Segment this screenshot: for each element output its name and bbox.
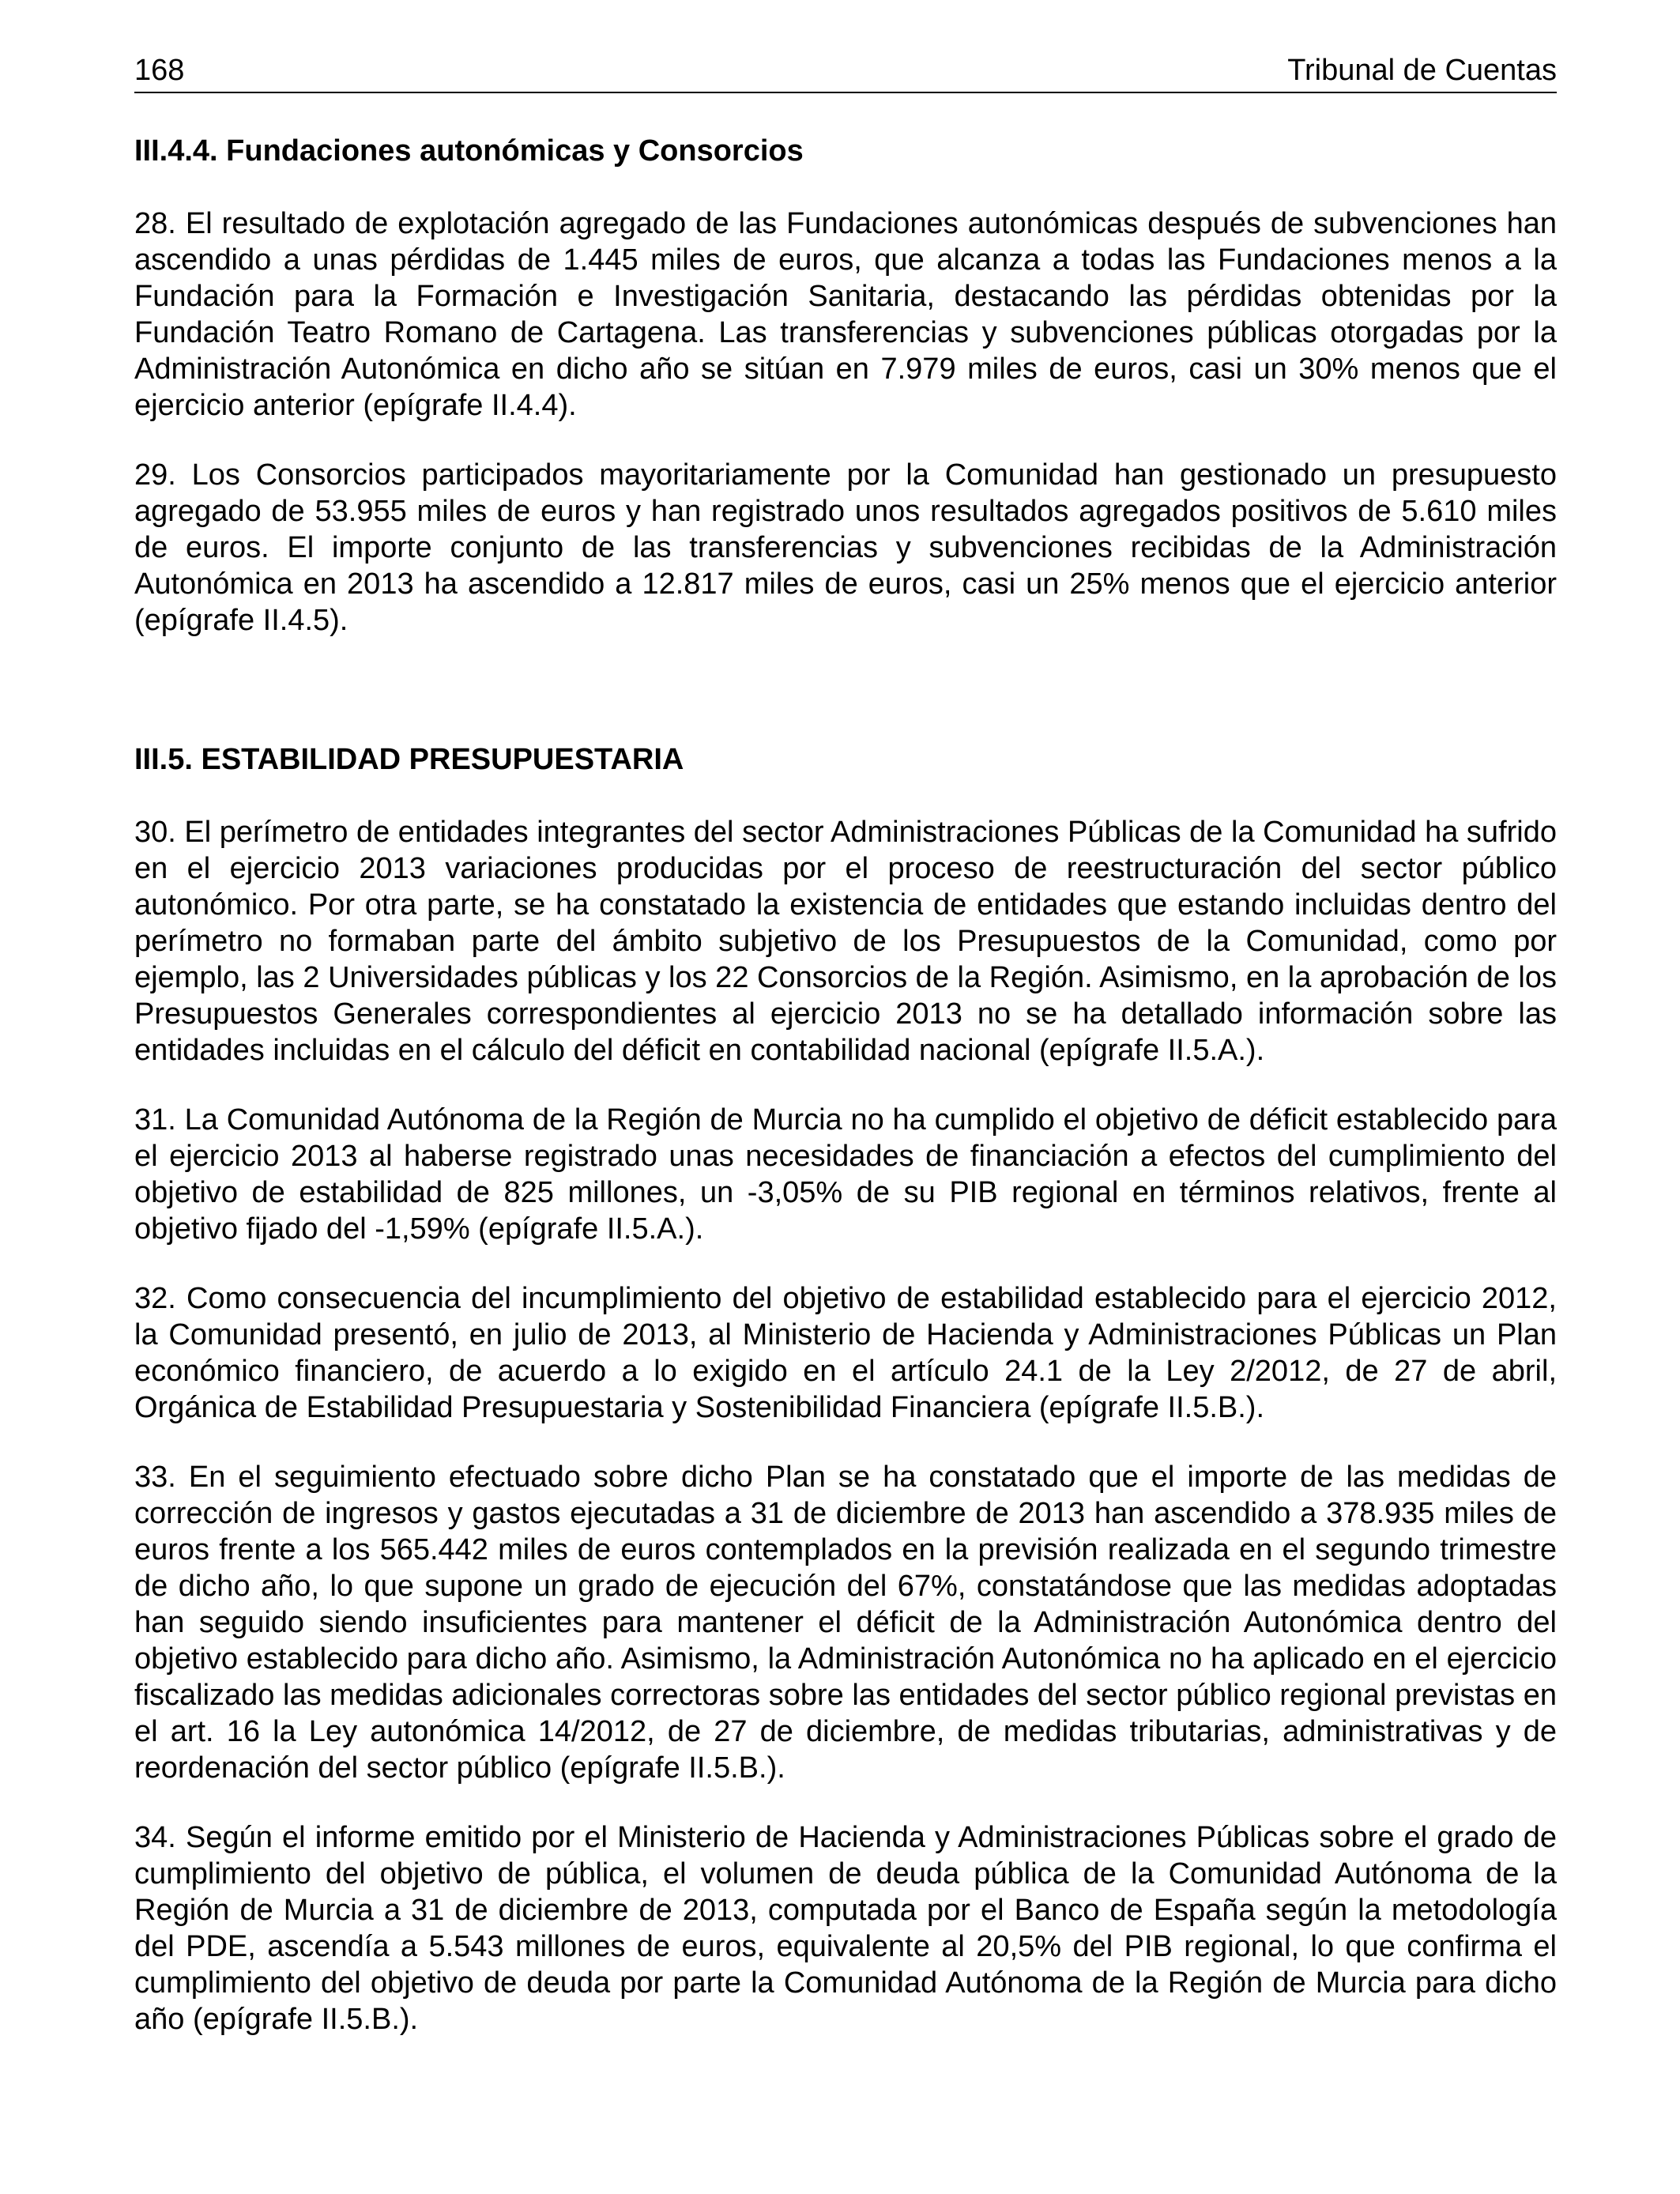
section-heading-fundaciones: III.4.4. Fundaciones autonómicas y Consorcios <box>134 134 804 168</box>
document-body <box>134 133 1557 2038</box>
section-heading-estabilidad: III.5. ESTABILIDAD PRESUPUESTARIA <box>134 743 684 776</box>
paragraph-29: 29. Los Consorcios participados mayoritariamente por la Comunidad han gestionado un presupuesto agregado de 53.955 miles de euros y han registrado unos resultados agregados positivos de 5.610 miles de euros. El importe conjunto de las transferencias y subvenciones recibidas de la Administración Autonómica en 2013 ha ascendido a 12.817 miles de euros, casi un 25% menos que el ejercicio anterior (epígrafe II.4.5). <box>134 458 1557 637</box>
publisher-name: Tribunal de Cuentas <box>1287 54 1557 87</box>
paragraph-31: 31. La Comunidad Autónoma de la Región de Murcia no ha cumplido el objetivo de déficit establecido para el ejercicio 2013 al haberse registrado unas necesidades de financiación a efectos del cumplimiento del objetivo de estabilidad de 825 millones, un -3,05% de su PIB regional en términos relativos, frente al objetivo fijado del -1,59% (epígrafe II.5.A.). <box>134 1103 1557 1246</box>
paragraph-33: 33. En el seguimiento efectuado sobre dicho Plan se ha constatado que el importe de las medidas de corrección de ingresos y gastos ejecutadas a 31 de diciembre de 2013 han ascendido a 378.935 miles de euros frente a los 565.442 miles de euros contemplados en la previsión realizada en el segundo trimestre de dicho año, lo que supone un grado de ejecución del 67%, constatándose que las medidas adoptadas han seguido siendo insuficientes para mantener el déficit de la Administración Autonómica dentro del objetivo establecido para dicho año. Asimismo, la Administración Autonómica no ha aplicado en el ejercicio fiscalizado las medidas adicionales correctoras sobre las entidades del sector público regional previstas en el art. 16 la Ley autonómica 14/2012, de 27 de diciembre, de medidas tributarias, administrativas y de reordenación del sector público (epígrafe II.5.B.). <box>134 1461 1557 1785</box>
paragraph-30: 30. El perímetro de entidades integrantes del sector Administraciones Públicas de la Comunidad ha sufrido en el ejercicio 2013 variaciones producidas por el proceso de reestructuración del sector público autonómico. Por otra parte, se ha constatado la existencia de entidades que estando incluidas dentro del perímetro no formaban parte del ámbito subjetivo de los Presupuestos de la Comunidad, como por ejemplo, las 2 Universidades públicas y los 22 Consorcios de la Región. Asimismo, en la aprobación de los Presupuestos Generales correspondientes al ejercicio 2013 no se ha detallado información sobre las entidades incluidas en el cálculo del déficit en contabilidad nacional (epígrafe II.5.A.). <box>134 816 1557 1067</box>
page-number: 168 <box>134 54 185 87</box>
paragraph-34: 34. Según el informe emitido por el Ministerio de Hacienda y Administraciones Públicas sobre el grado de cumplimiento del objetivo de pública, el volumen de deuda pública de la Comunidad Autónoma de la Región de Murcia a 31 de diciembre de 2013, computada por el Banco de España según la metodología del PDE, ascendía a 5.543 millones de euros, equivalente al 20,5% del PIB regional, lo que confirma el cumplimiento del objetivo de deuda por parte la Comunidad Autónoma de la Región de Murcia para dicho año (epígrafe II.5.B.). <box>134 1821 1557 2036</box>
running-header <box>134 52 1557 93</box>
paragraph-32: 32. Como consecuencia del incumplimiento del objetivo de estabilidad establecido para el ejercicio 2012, la Comunidad presentó, en julio de 2013, al Ministerio de Hacienda y Administraciones Públicas un Plan económico financiero, de acuerdo a lo exigido en el artículo 24.1 de la Ley 2/2012, de 27 de abril, Orgánica de Estabilidad Presupuestaria y Sostenibilidad Financiera (epígrafe II.5.B.). <box>134 1282 1557 1424</box>
paragraph-28: 28. El resultado de explotación agregado de las Fundaciones autonómicas después de subvenciones han ascendido a unas pérdidas de 1.445 miles de euros, que alcanza a todas las Fundaciones menos a la Fundación para la Formación e Investigación Sanitaria, destacando las pérdidas obtenidas por la Fundación Teatro Romano de Cartagena. Las transferencias y subvenciones públicas otorgadas por la Administración Autonómica en dicho año se sitúan en 7.979 miles de euros, casi un 30% menos que el ejercicio anterior (epígrafe II.4.4). <box>134 207 1557 422</box>
